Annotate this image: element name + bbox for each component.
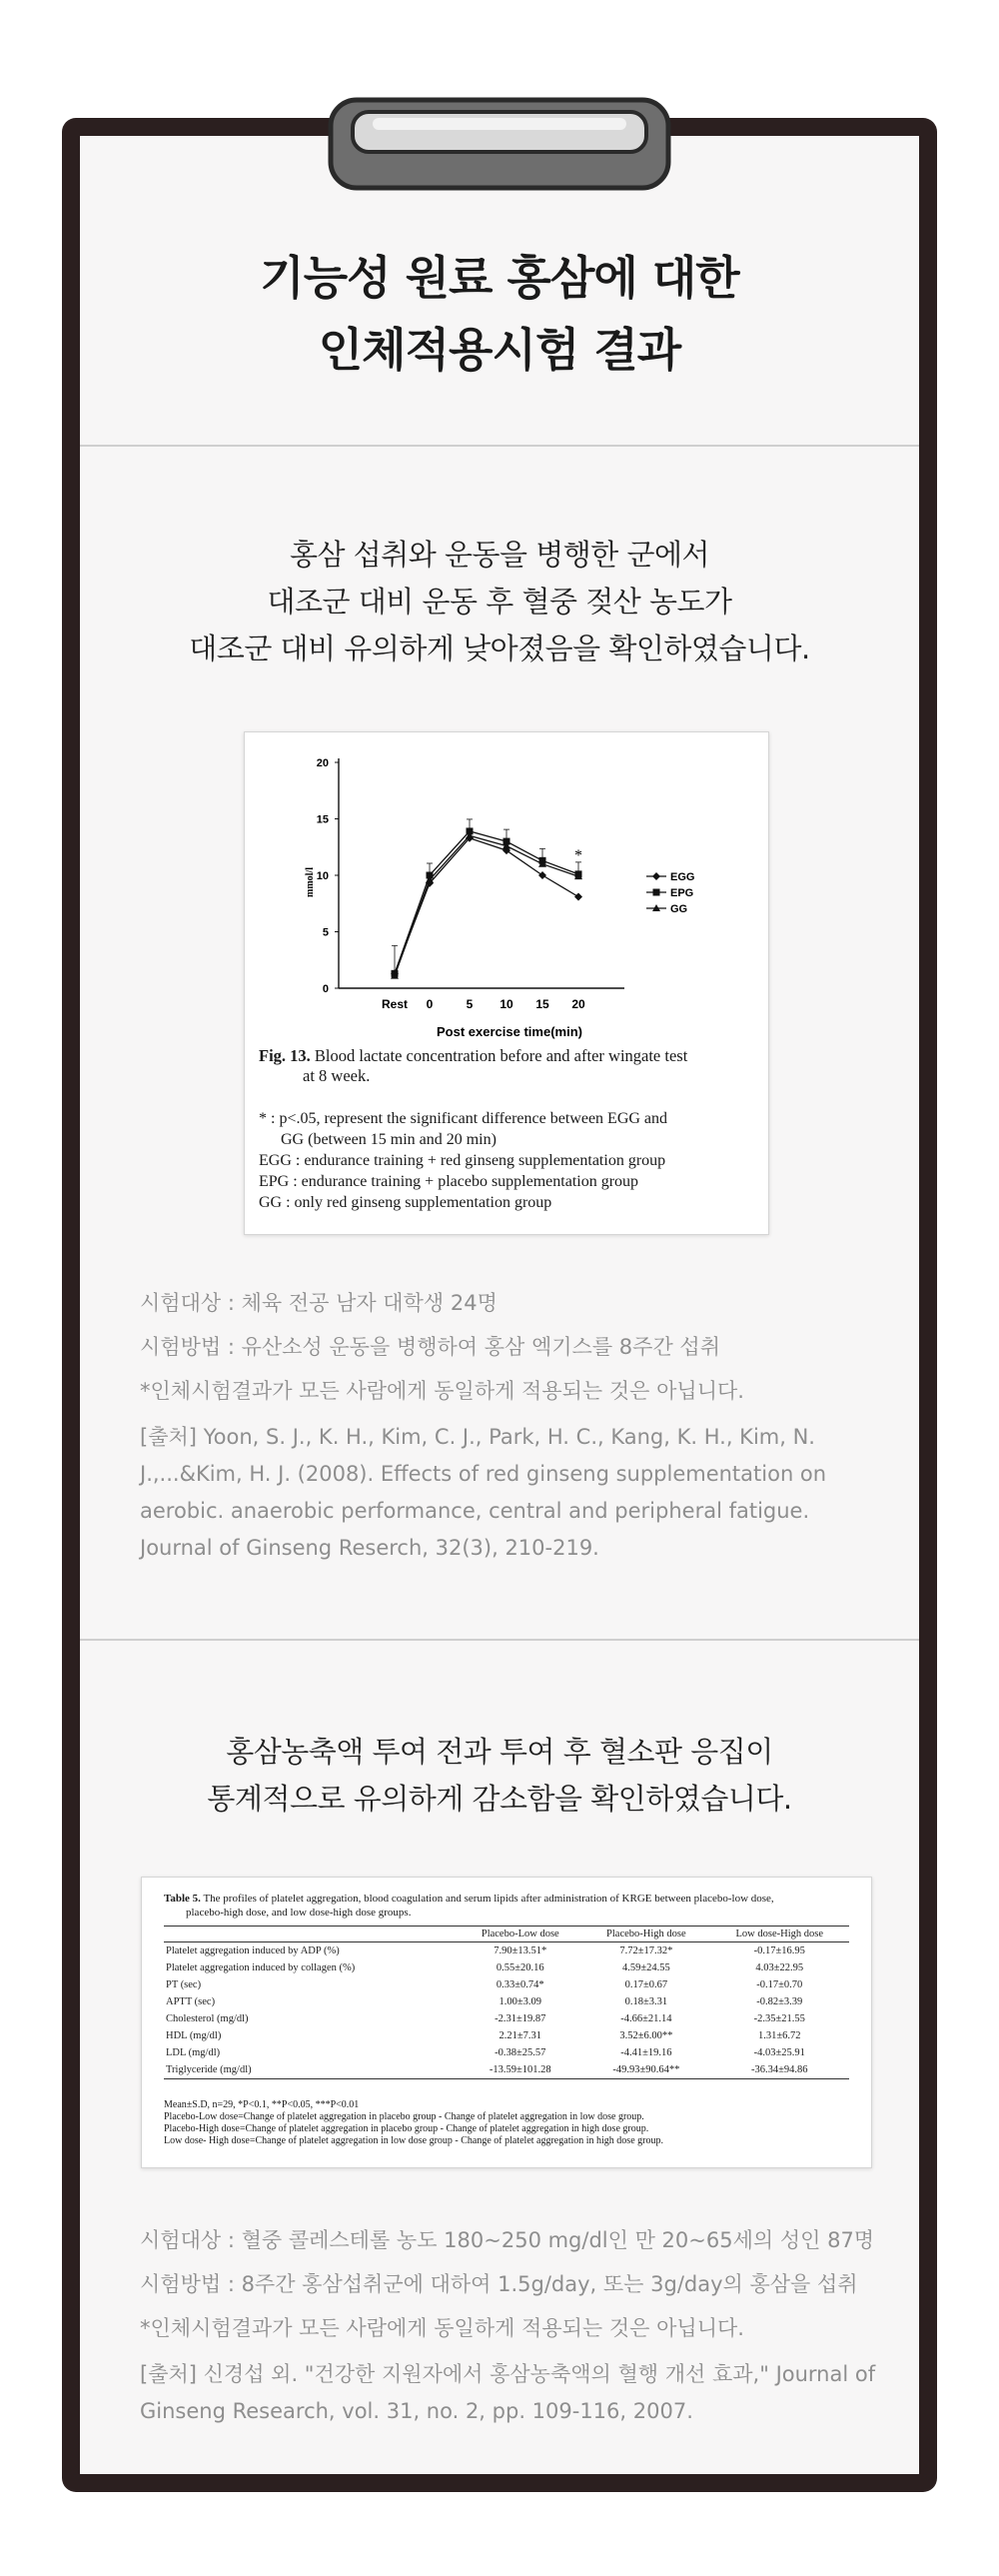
table-cell: 2.21±7.31 xyxy=(499,2030,542,2041)
figure-caption-text2: at 8 week. xyxy=(303,1066,371,1085)
page-title-line1: 기능성 원료 홍삼에 대한 xyxy=(260,251,739,305)
table-row-label: LDL (mg/dl) xyxy=(166,2047,221,2058)
table-cell: -0.82±3.39 xyxy=(756,1996,803,2007)
table-caption-text2: placebo-high dose, and low dose-high dose groups. xyxy=(186,1907,412,1919)
table-cell: -13.59±101.28 xyxy=(489,2064,551,2075)
table-cell: 4.59±24.55 xyxy=(621,1962,670,1973)
table-cell: -0.38±25.57 xyxy=(495,2047,546,2058)
lead-line: 대조군 대비 유의하게 낮아졌음을 확인하였습니다. xyxy=(189,632,810,665)
study1-notes xyxy=(140,1287,879,1578)
study2-notes xyxy=(140,2224,879,2441)
table-caption-label: Table 5. xyxy=(164,1893,201,1905)
table-cell: -0.17±0.70 xyxy=(756,1979,803,1990)
table-row-label: HDL (mg/dl) xyxy=(166,2030,222,2041)
figure-notes xyxy=(259,1108,764,1213)
table-row-label: Cholesterol (mg/dl) xyxy=(166,2013,249,2024)
study1-lead xyxy=(80,532,919,672)
table-cell: 1.31±6.72 xyxy=(758,2030,801,2041)
y-tick-label: 15 xyxy=(316,813,329,826)
study1-disclaimer: *인체시험결과가 모든 사람에게 동일하게 적용되는 것은 아닙니다. xyxy=(140,1379,744,1403)
table-row xyxy=(164,1959,849,1976)
figure-caption-text: Blood lactate concentration before and after wingate test xyxy=(314,1046,688,1065)
table-cell: 1.00±3.09 xyxy=(499,1996,542,2007)
x-axis-label: Post exercise time(min) xyxy=(437,1024,582,1039)
legend-label: GG xyxy=(670,903,688,915)
y-tick-label: 0 xyxy=(322,983,329,995)
table-cell: -4.41±19.16 xyxy=(620,2047,672,2058)
x-tick-label: 5 xyxy=(466,997,474,1011)
section-divider xyxy=(80,1639,919,1641)
lead-line: 홍삼 섭취와 운동을 병행한 군에서 xyxy=(289,538,710,572)
figure-note: * : p<.05, represent the significant difference between EGG and xyxy=(259,1110,668,1127)
table-cell: 7.90±13.51* xyxy=(494,1945,547,1956)
table-footnote: Mean±S.D, n=29, *P<0.1, **P<0.05, ***P<0.01 xyxy=(164,2099,360,2110)
legend-label: EGG xyxy=(670,871,695,883)
platelet-table xyxy=(164,1926,849,2079)
table-cell: 3.52±6.00** xyxy=(619,2030,673,2041)
clip-icon xyxy=(325,96,674,192)
table-header xyxy=(164,1927,458,1942)
study1-subject: 시험대상 : 체육 전공 남자 대학생 24명 xyxy=(140,1291,498,1315)
table-row xyxy=(164,2010,849,2027)
data-point-egg xyxy=(574,892,582,900)
series-line-egg xyxy=(395,838,578,974)
table-cell: 0.55±20.16 xyxy=(496,1962,544,1973)
y-axis-label: mmol/l xyxy=(305,867,316,897)
study2-method: 시험방법 : 8주간 홍삼섭취군에 대하여 1.5g/day, 또는 3g/day의 홍삼을 섭취 xyxy=(140,2272,858,2296)
figure-caption xyxy=(259,1046,758,1086)
table-row-label: Platelet aggregation induced by ADP (%) xyxy=(166,1945,340,1956)
significance-marker: * xyxy=(574,846,582,864)
lead-line: 대조군 대비 운동 후 혈중 젖산 농도가 xyxy=(267,585,732,619)
table-footnotes xyxy=(164,2099,853,2147)
series-line-gg xyxy=(395,835,578,975)
x-tick-label: 15 xyxy=(535,997,549,1011)
data-point-egg xyxy=(538,871,546,879)
table-cell: -0.17±16.95 xyxy=(753,1945,805,1956)
study2-subject: 시험대상 : 혈중 콜레스테롤 농도 180~250 mg/dl인 만 20~65세의 성인 87명 xyxy=(140,2228,875,2252)
lead-line: 홍삼농축액 투여 전과 투여 후 혈소판 응집이 xyxy=(226,1735,773,1769)
table-row-label: Triglyceride (mg/dl) xyxy=(166,2064,252,2075)
table-footnote: Placebo-Low dose=Change of platelet aggregation in placebo group - Change of platelet aggregation in low dose group. xyxy=(164,2111,644,2122)
x-tick-label: Rest xyxy=(381,997,409,1011)
lactate-figure xyxy=(244,731,769,1235)
table-cell: 7.72±17.32* xyxy=(619,1945,673,1956)
table-cell: -2.31±19.87 xyxy=(495,2013,546,2024)
table-row xyxy=(164,2027,849,2044)
table-cell: 4.03±22.95 xyxy=(755,1962,804,1973)
legend-marker-epg xyxy=(653,889,660,896)
x-tick-label: 20 xyxy=(571,997,585,1011)
study2-lead xyxy=(80,1729,919,1823)
study2-disclaimer: *인체시험결과가 모든 사람에게 동일하게 적용되는 것은 아닙니다. xyxy=(140,2316,744,2340)
table-row xyxy=(164,1976,849,1993)
table-cell: -2.35±21.55 xyxy=(753,2013,805,2024)
study2-source: [출처] 신경섭 외. "건강한 지원자에서 홍삼농축액의 혈행 개선 효과," Journal of Ginseng Research, vol. 31, no. 2, pp. 109-116, 2007. xyxy=(140,2362,876,2423)
table-row xyxy=(164,2061,849,2079)
lead-line: 통계적으로 유의하게 감소함을 확인하였습니다. xyxy=(207,1782,792,1816)
table-header: Placebo-High dose xyxy=(582,1927,709,1942)
table-cell: 0.18±3.31 xyxy=(624,1996,668,2007)
table-cell: -49.93±90.64** xyxy=(612,2064,680,2075)
table-cell: -36.34±94.86 xyxy=(751,2064,808,2075)
section-divider xyxy=(80,445,919,447)
x-tick-label: 10 xyxy=(500,997,513,1011)
table-row-label: Platelet aggregation induced by collagen (%) xyxy=(166,1962,356,1973)
legend-label: EPG xyxy=(670,887,694,899)
figure-note: GG (between 15 min and 20 min) xyxy=(281,1131,497,1148)
table-row xyxy=(164,2044,849,2061)
page-title-line2: 인체적용시험 결과 xyxy=(318,323,681,377)
table-footnote: Low dose- High dose=Change of platelet aggregation in low dose group - Change of platelet aggregation in high dose group. xyxy=(164,2135,663,2146)
legend-marker-egg xyxy=(652,872,660,880)
study1-method: 시험방법 : 유산소성 운동을 병행하여 홍삼 엑기스를 8주간 섭취 xyxy=(140,1335,720,1359)
figure-note: EGG : endurance training + red ginseng supplementation group xyxy=(259,1152,666,1169)
table-footnote: Placebo-High dose=Change of platelet aggregation in placebo group - Change of platelet aggregation in high dose group. xyxy=(164,2123,649,2134)
table-row xyxy=(164,1942,849,1960)
study1-source: [출처] Yoon, S. J., K. H., Kim, C. J., Park, H. C., Kang, K. H., Kim, N. J.,...&Kim, H. J. (2008). Effects of red ginseng supplementation on aerobic. anaerobic performance, central and peripheral fatigue. Journal of Ginseng Reserch, 32(3), 210-219. xyxy=(140,1425,827,1560)
table-row xyxy=(164,1993,849,2010)
x-tick-label: 0 xyxy=(426,997,434,1011)
table-cell: -4.03±25.91 xyxy=(753,2047,805,2058)
table-caption xyxy=(164,1892,853,1920)
table-row-label: APTT (sec) xyxy=(166,1996,216,2007)
table-header-row xyxy=(164,1927,849,1942)
figure-caption-label: Fig. 13. xyxy=(259,1046,311,1065)
table-caption-text: The profiles of platelet aggregation, blood coagulation and serum lipids after administration of KRGE between placebo-low dose, xyxy=(203,1893,774,1905)
lactate-chart xyxy=(245,732,768,1050)
figure-note: GG : only red ginseng supplementation group xyxy=(259,1194,552,1211)
table-cell: 0.33±0.74* xyxy=(496,1979,544,1990)
table-cell: -4.66±21.14 xyxy=(620,2013,672,2024)
y-tick-label: 20 xyxy=(316,757,329,769)
y-tick-label: 5 xyxy=(322,926,329,939)
table-cell: 0.17±0.67 xyxy=(624,1979,668,1990)
y-tick-label: 10 xyxy=(316,870,329,882)
table-header: Placebo-Low dose xyxy=(458,1927,582,1942)
platelet-table-figure xyxy=(141,1877,872,2168)
table-header: Low dose-High dose xyxy=(710,1927,849,1942)
figure-note: EPG : endurance training + placebo supplementation group xyxy=(259,1173,639,1190)
table-row-label: PT (sec) xyxy=(166,1979,202,1990)
